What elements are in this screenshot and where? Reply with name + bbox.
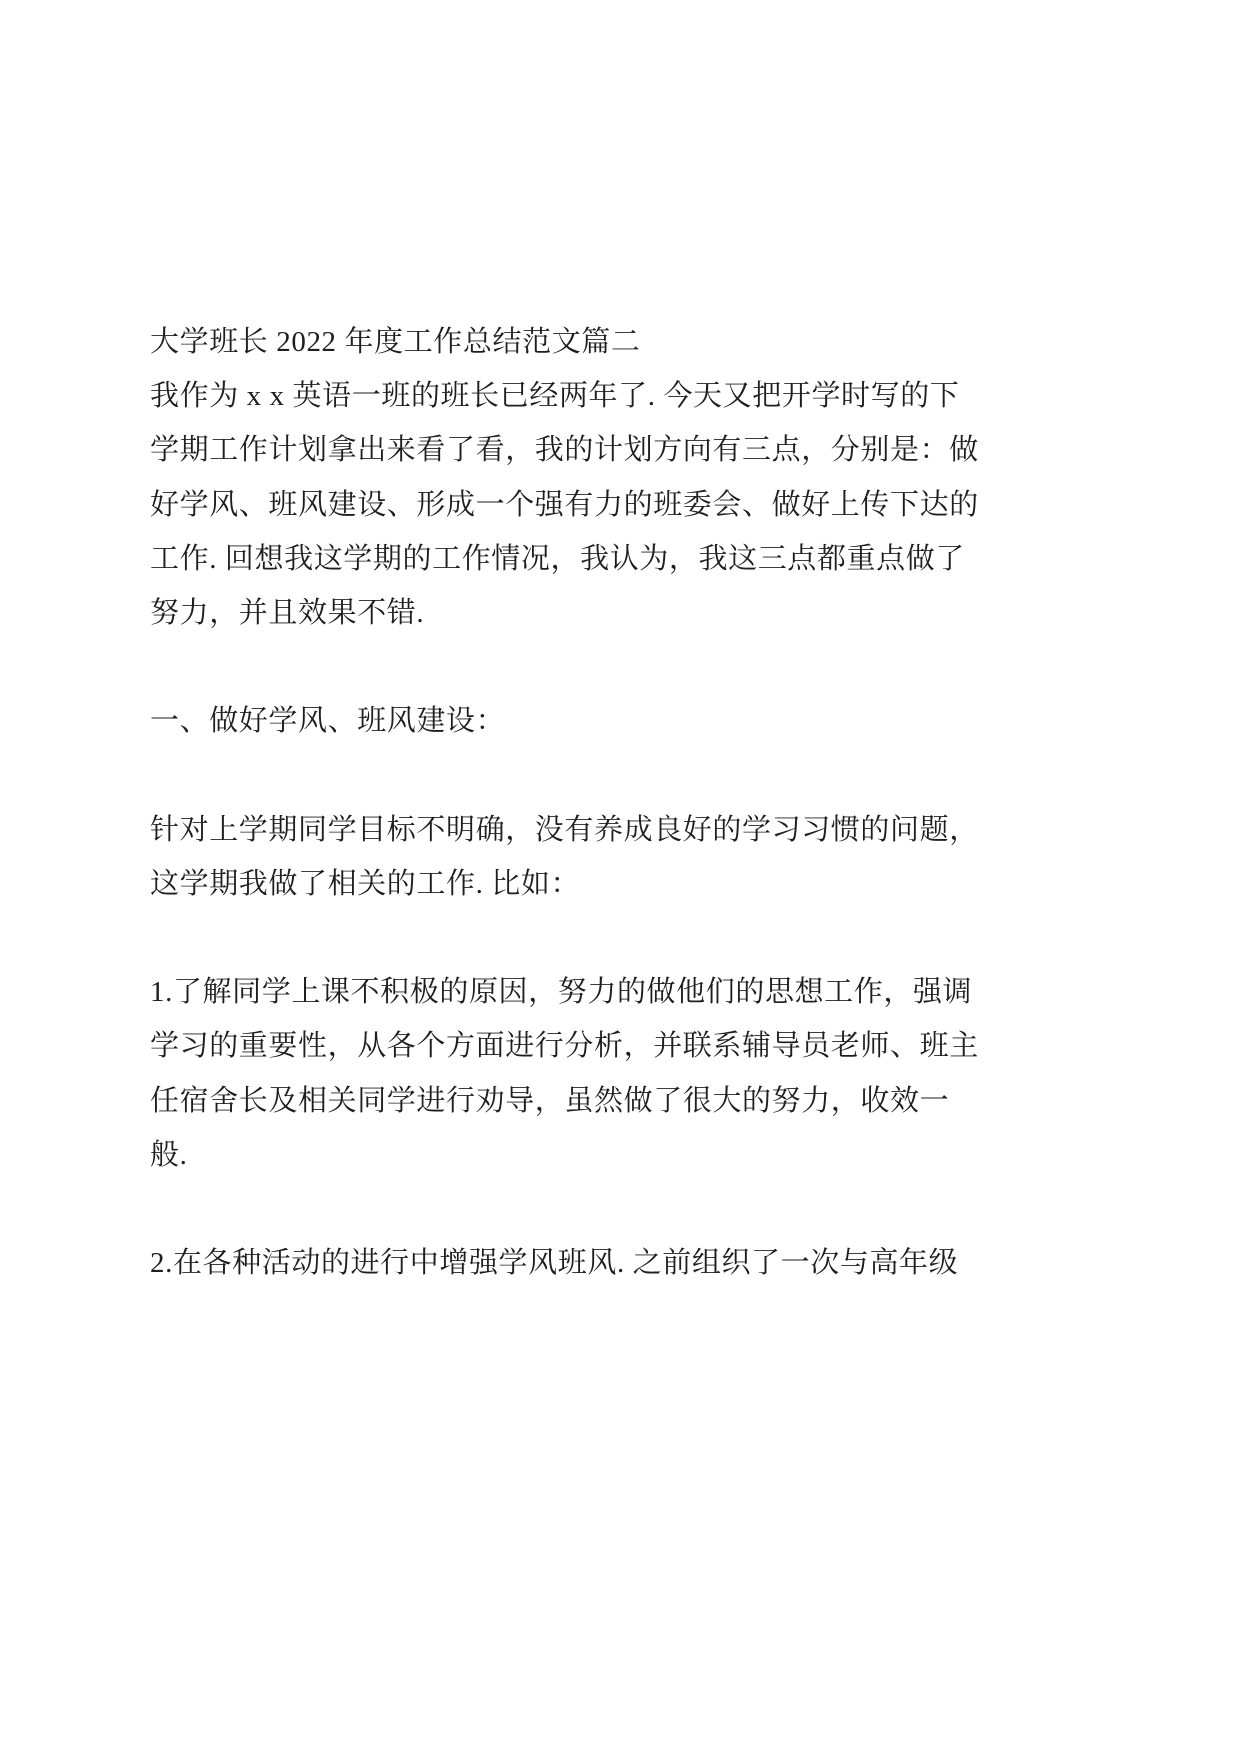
text-line: 学期工作计划拿出来看了看，我的计划方向有三点，分别是：做 — [150, 434, 979, 467]
text-line: 努力，并且效果不错. — [150, 596, 425, 629]
section-heading-text: 一、做好学风、班风建设： — [150, 705, 506, 738]
text-line: 好学风、班风建设、形成一个强有力的班委会、做好上传下达的 — [150, 488, 979, 521]
text-line: 工作. 回想我这学期的工作情况，我认为，我这三点都重点做了 — [150, 542, 965, 575]
text-line: 这学期我做了相关的工作. 比如： — [150, 867, 581, 900]
numbered-item-1 — [150, 965, 1050, 1182]
text-line: 学习的重要性，从各个方面进行分析，并联系辅导员老师、班主 — [150, 1030, 979, 1063]
text-line: 2.在各种活动的进行中增强学风班风. 之前组织了一次与高年级 — [150, 1247, 959, 1280]
numbered-item-2 — [150, 1236, 1050, 1290]
section-paragraph — [150, 803, 1050, 911]
text-line: 任宿舍长及相关同学进行劝导，虽然做了很大的努力，收效一 — [150, 1084, 950, 1117]
section-heading — [150, 694, 1050, 748]
text-line: 1.了解同学上课不积极的原因，努力的做他们的思想工作，强调 — [150, 976, 973, 1009]
intro-paragraph — [150, 369, 1050, 640]
text-line: 针对上学期同学目标不明确，没有养成良好的学习习惯的问题， — [150, 813, 979, 846]
text-line: 般. — [150, 1138, 188, 1171]
document-title: 大学班长 2022 年度工作总结范文篇二 — [150, 326, 641, 358]
text-line: 我作为 x x 英语一班的班长已经两年了. 今天又把开学时写的下 — [150, 380, 960, 413]
document-body — [150, 315, 1050, 1290]
